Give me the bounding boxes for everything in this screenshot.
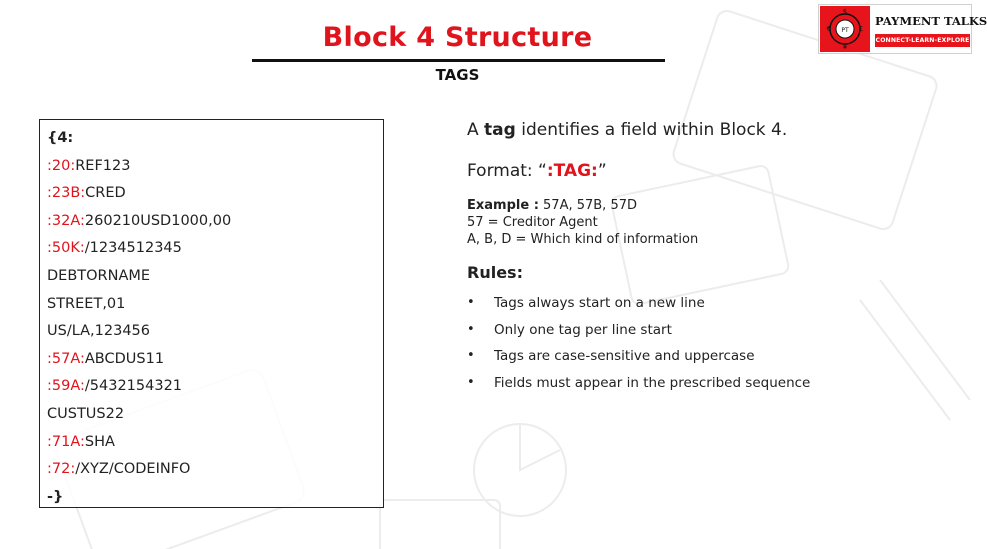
code-line [47, 125, 383, 153]
intro-suffix: identifies a field within Block 4. [515, 120, 788, 140]
code-line [47, 318, 383, 346]
svg-text:PT: PT [841, 27, 849, 34]
code-line [47, 153, 383, 181]
field-tag: :71A: [47, 433, 85, 450]
field-value: -} [47, 488, 64, 505]
rule-text: Fields must appear in the prescribed sequence [494, 374, 811, 391]
intro-prefix: A [467, 120, 485, 140]
field-value: /XYZ/CODEINFO [75, 461, 191, 478]
code-line [47, 291, 383, 319]
code-line [47, 456, 383, 484]
field-tag: :20: [47, 157, 76, 174]
intro-bold-word: tag [484, 120, 516, 140]
field-value: US/LA,123456 [47, 323, 150, 340]
svg-text:$: $ [842, 8, 848, 16]
code-line [47, 373, 383, 401]
format-tag: :TAG: [546, 161, 598, 181]
swift-block4-code-box [39, 119, 384, 508]
field-tag: :32A: [47, 212, 85, 229]
field-value: {4: [47, 130, 74, 146]
field-value: /1234512345 [84, 240, 182, 257]
example-block [467, 197, 947, 248]
explanation-panel [467, 120, 947, 396]
field-value: CRED [85, 185, 126, 202]
example-value: 57A, 57B, 57D [538, 198, 637, 213]
rule-item [467, 290, 947, 317]
page-subtitle: TAGS [435, 66, 480, 84]
bullet-icon: • [467, 295, 475, 310]
field-value: ABCDUS11 [84, 350, 165, 367]
format-prefix: Format: “ [467, 161, 547, 181]
rules-title: Rules: [467, 263, 523, 282]
field-tag: :72: [47, 461, 76, 478]
field-value: REF123 [75, 157, 131, 174]
code-line [47, 180, 383, 208]
rule-text: Tags always start on a new line [494, 295, 705, 311]
brand-logo [818, 4, 987, 54]
rule-text: Only one tag per line start [494, 321, 672, 338]
logo-name: PAYMENT TALKS [875, 14, 987, 28]
field-tag: :59A: [47, 378, 85, 395]
code-line [47, 484, 383, 512]
bullet-icon: • [467, 348, 475, 363]
svg-text:€: € [826, 25, 832, 33]
example-label: Example : [467, 198, 539, 213]
format-line [467, 161, 947, 181]
format-suffix: ” [597, 161, 607, 181]
rule-text: Tags are case-sensitive and uppercase [494, 348, 755, 364]
rules-list [467, 290, 947, 396]
logo-emblem-icon [820, 6, 870, 52]
page-title [0, 22, 915, 53]
code-line [47, 346, 383, 374]
page-title-text: Block 4 Structure [322, 22, 593, 53]
field-value: SHA [84, 433, 115, 450]
bullet-icon: • [467, 374, 475, 390]
rule-item [467, 370, 947, 397]
example-line-3: A, B, D = Which kind of information [467, 232, 699, 247]
field-value: 260210USD1000,00 [84, 212, 232, 229]
rule-item [467, 317, 947, 344]
field-value: STREET,01 [47, 295, 126, 312]
field-value: /5432154321 [84, 378, 183, 395]
code-line [47, 263, 383, 291]
field-tag: :23B: [47, 185, 86, 202]
field-tag: :57A: [47, 350, 85, 367]
title-underline [252, 59, 665, 62]
code-line [47, 429, 383, 457]
svg-text:£: £ [858, 25, 864, 33]
rule-item [467, 343, 947, 370]
code-line [47, 208, 383, 236]
field-value: CUSTUS22 [47, 405, 125, 422]
example-line-2: 57 = Creditor Agent [467, 215, 598, 230]
logo-tagline: CONNECT-LEARN-EXPLORE [875, 34, 970, 47]
code-line [47, 401, 383, 429]
svg-text:¥: ¥ [842, 43, 848, 51]
field-tag: :50K: [47, 240, 85, 257]
bullet-icon: • [467, 321, 475, 337]
intro-text [467, 120, 947, 140]
code-line [47, 235, 383, 263]
field-value: DEBTORNAME [47, 267, 151, 284]
example-line-1 [467, 197, 947, 214]
